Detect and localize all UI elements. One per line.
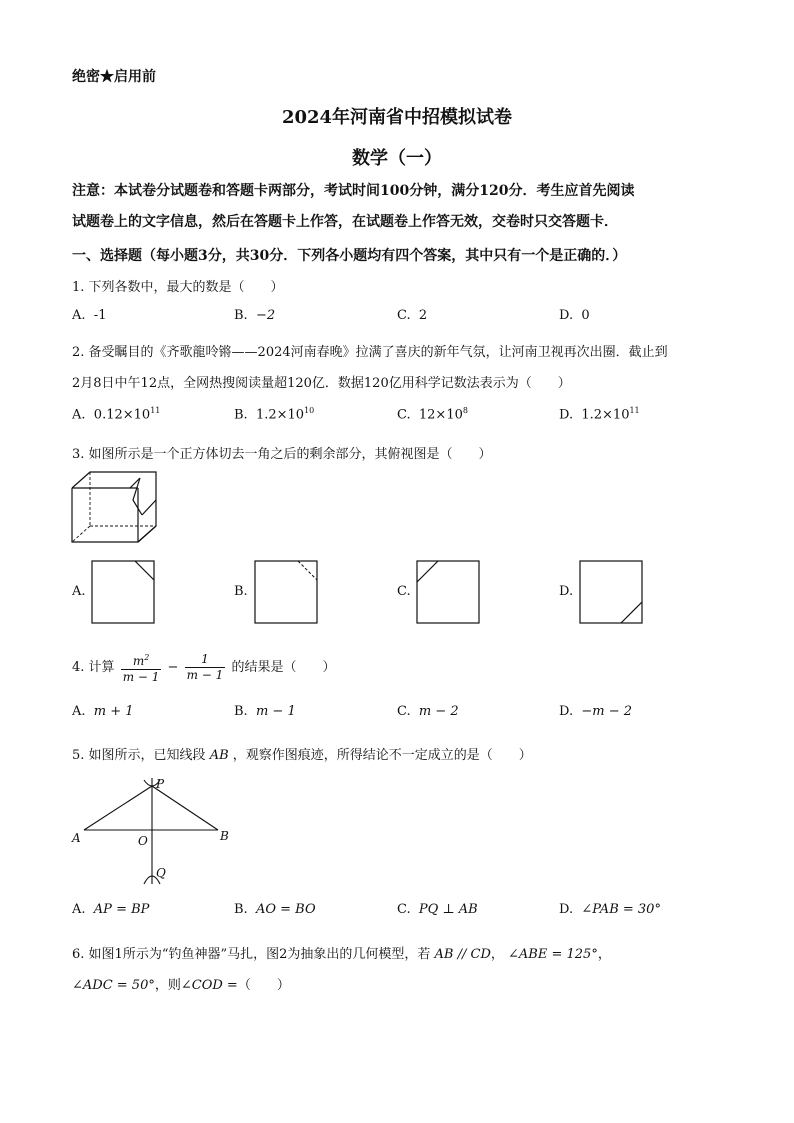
q5-option-d: D. ∠PAB = 30° (559, 902, 661, 917)
question-number: 6. (72, 947, 85, 962)
q5-option-b: B. AO = BO (234, 902, 316, 917)
q5-option-a: A. AP = BP (72, 902, 150, 917)
q3-option-d-label: D. (559, 584, 574, 599)
question-2-line-1 (72, 341, 668, 360)
q3-option-b-label: B. (234, 584, 248, 599)
q2-option-d: D. $1.2\times 10^{11}$ (559, 406, 640, 423)
q5-option-c: C. PQ ⊥ AB (397, 902, 478, 917)
question-4: 4. 计算 $\frac{m^2}{m - 1}$ − $\frac{1}{m - 1}$ 的结果是（ ） (72, 652, 336, 684)
label-q: Q (156, 866, 166, 880)
q3-option-c-square (416, 560, 480, 624)
q2-option-c: C. $12\times 10^8$ (397, 406, 468, 423)
question-stem: 备受瞩目的《齐歌龍呤锵——2024河南春晚》拉满了喜庆的新年气氛，让河南卫视再次出圈．截止到 (88, 345, 668, 360)
q3-option-a-square (91, 560, 155, 624)
question-5: 5. 如图所示，已知线段 AB ，观察作图痕迹，所得结论不一定成立的是（ ） (72, 748, 532, 763)
notice-line-1: 注意：本试卷分试题卷和答题卡两部分，考试时间100分钟，满分120分．考生应首先阅读 (72, 183, 635, 199)
q1-option-c: C. 2 (397, 308, 428, 323)
q4-option-c: C. m − 2 (397, 704, 459, 719)
q1-option-d: D. 0 (559, 308, 590, 323)
label-p: P (156, 777, 165, 791)
confidential-label: 绝密★启用前 (72, 69, 156, 85)
exam-title: 2024年河南省中招模拟试卷 (281, 107, 513, 128)
q2-option-b: B. $1.2\times 10^{10}$ (234, 406, 315, 423)
exam-subtitle: 数学（一） (352, 148, 442, 169)
q4-option-b: B. m − 1 (234, 704, 296, 719)
question-stem: 下列各数中，最大的数是（ ） (88, 280, 284, 295)
question-number: 4. (72, 660, 85, 675)
question-2-line-2: 2月8日中午12点，全网热搜阅读量超120亿．数据120亿用科学记数法表示为（ ） (72, 376, 571, 391)
q3-option-c-label: C. (397, 584, 411, 599)
fraction-2: $\frac{1}{m - 1}$ (186, 652, 224, 682)
notice-line-2: 试题卷上的文字信息，然后在答题卡上作答，在试题卷上作答无效，交卷时只交答题卡． (72, 214, 618, 230)
q2-option-a: A. $0.12\times 10^{11}$ (72, 406, 161, 423)
section-heading: 一、选择题（每小题3分，共30分．下列各小题均有四个答案，其中只有一个是正确的．） (72, 248, 627, 264)
q4-option-d: D. −m − 2 (559, 704, 633, 719)
question-number: 2. (72, 345, 85, 360)
question-number: 3. (72, 447, 85, 462)
fraction-1: $\frac{m^2}{m - 1}$ (121, 650, 162, 685)
q1-option-a: A. -1 (72, 308, 107, 323)
q3-option-b-square (254, 560, 318, 624)
question-stem: 如图所示是一个正方体切去一角之后的剩余部分，其俯视图是（ ） (88, 447, 492, 462)
question-3 (72, 443, 492, 462)
cut-cube-figure (70, 470, 160, 545)
label-a: A (72, 831, 81, 845)
perpendicular-bisector-figure (70, 772, 240, 892)
q4-option-a: A. m + 1 (72, 704, 134, 719)
label-o: O (138, 834, 148, 848)
question-6-line-2: ∠ADC = 50°，则∠COD =（ ） (72, 978, 290, 993)
q3-option-a-label: A. (72, 584, 86, 599)
label-b: B (220, 829, 229, 843)
q1-option-b: B. −2 (234, 308, 276, 323)
question-number: 5. (72, 748, 85, 763)
q3-option-d-square (579, 560, 643, 624)
question-6-line-1: 6. 如图1所示为“钓鱼神器”马扎，图2为抽象出的几何模型，若 AB // CD， ∠ABE = 125°， (72, 947, 611, 962)
question-1 (72, 276, 284, 295)
question-number: 1. (72, 280, 85, 295)
